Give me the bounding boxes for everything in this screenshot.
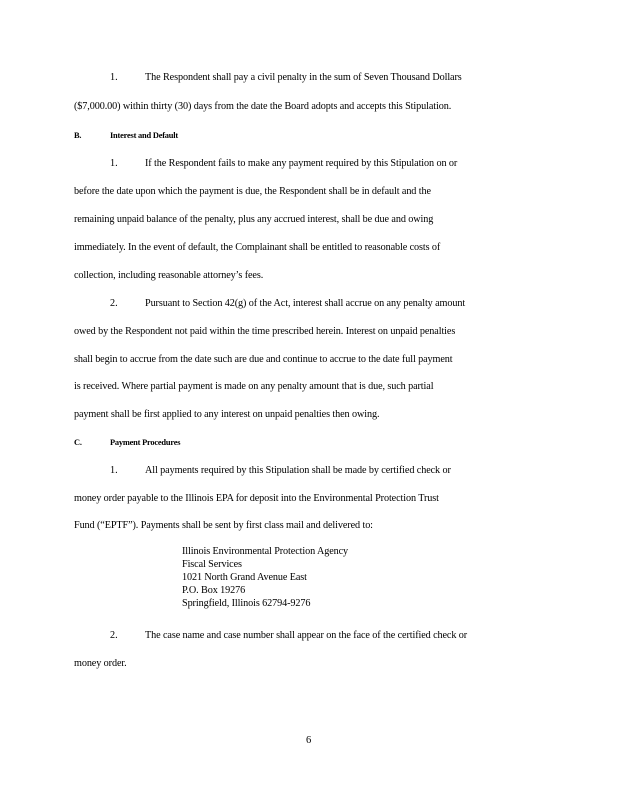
- paragraph-line: The case name and case number shall appear on the face of the certified check or: [145, 630, 468, 641]
- paragraph-line: If the Respondent fails to make any payment required by this Stipulation on or: [145, 158, 458, 169]
- item-number: 2.: [110, 630, 118, 641]
- paragraph-line: Pursuant to Section 42(g) of the Act, interest shall accrue on any penalty amount: [145, 298, 466, 309]
- item-number: 2.: [110, 298, 118, 309]
- section-letter: B.: [74, 131, 82, 140]
- paragraph-line: The Respondent shall pay a civil penalty in the sum of Seven Thousand Dollars: [145, 72, 462, 83]
- address-line: P.O. Box 19276: [182, 585, 246, 596]
- item-number: 1.: [110, 158, 118, 169]
- paragraph-line: immediately. In the event of default, the Complainant shall be entitled to reasonable costs of: [74, 242, 441, 253]
- address-line: 1021 North Grand Avenue East: [182, 572, 307, 583]
- paragraph-line: is received. Where partial payment is made on any penalty amount that is due, such partial: [74, 381, 434, 392]
- paragraph-line: money order payable to the Illinois EPA for deposit into the Environmental Protection Trust: [74, 493, 439, 504]
- address-line: Springfield, Illinois 62794-9276: [182, 598, 311, 609]
- paragraph-line: before the date upon which the payment is due, the Respondent shall be in default and the: [74, 186, 431, 197]
- section-heading: Payment Procedures: [110, 438, 181, 447]
- paragraph-line: All payments required by this Stipulation shall be made by certified check or: [145, 465, 451, 476]
- paragraph-line: payment shall be first applied to any interest on unpaid penalties then owing.: [74, 409, 380, 420]
- paragraph-line: Fund (“EPTF”). Payments shall be sent by first class mail and delivered to:: [74, 520, 373, 531]
- paragraph-line: owed by the Respondent not paid within the time prescribed herein. Interest on unpaid penalties: [74, 326, 456, 337]
- address-line: Fiscal Services: [182, 559, 242, 570]
- item-number: 1.: [110, 465, 118, 476]
- paragraph-line: ($7,000.00) within thirty (30) days from the date the Board adopts and accepts this Stipulation.: [74, 101, 452, 112]
- address-line: Illinois Environmental Protection Agency: [182, 546, 349, 557]
- section-heading: Interest and Default: [110, 131, 178, 140]
- paragraph-line: collection, including reasonable attorney’s fees.: [74, 270, 264, 281]
- page-number: 6: [306, 735, 312, 746]
- item-number: 1.: [110, 72, 118, 83]
- section-letter: C.: [74, 438, 82, 447]
- paragraph-line: shall begin to accrue from the date such are due and continue to accrue to the date full payment: [74, 354, 453, 365]
- paragraph-line: remaining unpaid balance of the penalty, plus any accrued interest, shall be due and owing: [74, 214, 434, 225]
- paragraph-line: money order.: [74, 658, 127, 669]
